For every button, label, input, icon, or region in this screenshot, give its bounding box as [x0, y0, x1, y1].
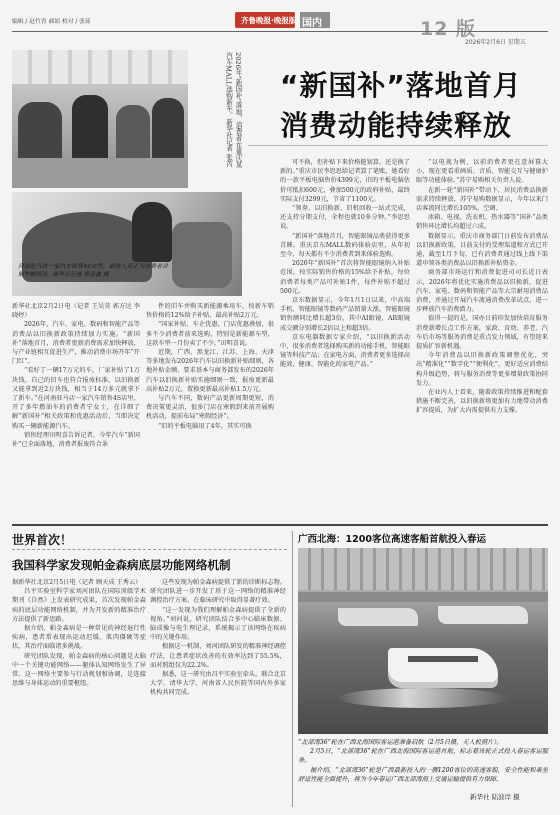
person-shape: [172, 222, 232, 288]
byline: 新华社北京2月2日电（记者 王吴莫 郭方达 李晓婷）: [12, 303, 140, 320]
story1-column-4: [416, 158, 548, 416]
story1-column-2: [146, 302, 274, 431]
headline-line-1: “新国补”落地首月: [280, 69, 522, 102]
paragraph: 可不换，但补贴下来价格挺划算，还是换了新的。”重庆市民李思思给记者算了笔账，她看好的一款平板电脑售价4399元，旧的平板电脑估价可抵扣600元，叠加500元的政府补贴，最终实际支付3299元，节省了1100元。: [280, 159, 410, 203]
ferry-windows: [408, 656, 478, 662]
paragraph: 京东电器数据专家介绍，“以旧换新活动中，很多消费者选择购买新的功能手机、智能眼镜等科技产品；在家电方面，消费者更多选择高能效、健康、智能化的家电产品。”: [280, 333, 410, 369]
paragraph: “这一发现为我们理解帕金森病提供了全新的视角。”刘河说，研究团队结合多中心临床数据、脑成像与电生理记录，系统揭示了该网络在疾病中的关键作用。: [150, 606, 286, 642]
paragraph: 今年消费品以旧换新政策调整优化，突出“精准化”“数字化”“便利化”，更好适应消费结构升级趋势，将与服务消费等更多增量政策协同发力。: [416, 352, 548, 387]
paragraph: 件的旧车并购买新能源乘用车，按新车销售价格的12%给予补贴，最高补贴2万元。: [146, 303, 274, 320]
story2-headline: 我国科学家发现帕金森病底层功能网络机制: [12, 558, 231, 572]
paragraph: “新国补”落地首月，智能眼镜品类获得更多青睐。重庆京东MALL数码体验店里，从年初至今，每天都有不少消费者到来体验选购。: [280, 232, 410, 259]
paragraph: 在业内人士看来，随着政策持续推进和配套措施不断完善，以旧换新将更加有力地带动消费扩容提质，为扩大内需提供有力支撑。: [416, 389, 548, 415]
paragraph: 这些发现为帕金森病提供了新的诊断标志物。研究团队进一步开发了基于这一网络的精准神经调控治疗方案，在临床研究中取得显著疗效。: [150, 579, 286, 605]
caption-line: “北部湾36”轮在广西北海国际客运港准备启航（2月5日摄，无人机照片）。: [298, 739, 503, 746]
ferry-photo: [298, 548, 548, 734]
paragraph: 根据这一机制，刘河团队研发的精准神经调控疗法，让患者症状改善的有效率达到了55.5%，而对照组仅为22.2%。: [150, 643, 286, 669]
paragraph: 2026年“新国补”首次将智能眼镜纳入补贴范围，按实际销售价格的15%给予补贴，每位消费者每类产品可补贴1件，每件补贴不超过500元。: [280, 260, 410, 295]
issue-date: 2026年2月6日 星期五: [465, 39, 526, 46]
masthead-badge: [235, 12, 295, 28]
story3-caption: [298, 738, 548, 784]
story2-column-1: [12, 578, 146, 688]
section-name: 国内: [302, 18, 322, 29]
paragraph: 京东数据显示，今年1月1日以来，中高端手机、智能眼镜等数码产品销量大涨，智能眼镜销售额同比增长超3倍，其中AI眼镜、AR眼镜成交额分别增长2倍以上和超3倍。: [280, 297, 410, 332]
moored-ferry: [438, 606, 528, 624]
paragraph: 值得一提的是，国办日前印发加快培育服务消费新增长点工作方案，家政、育幼、养老、汽车后市场等服务消费是重点发力领域，有望迎来提质扩容新机遇。: [416, 315, 548, 351]
paragraph: 研究团队发现，帕金森病的核心问题是大脑中一个关键功能网络——躯体认知网络发生了异常。这一网络主要参与行动规划和协调，是连接思维与身体运动的重要枢纽。: [12, 652, 146, 688]
page-number: 12 版: [420, 18, 477, 40]
car-hood: [12, 158, 188, 188]
pier: [298, 592, 548, 602]
section-divider: [12, 524, 548, 526]
paragraph: 冰箱、电视、洗衣机、热水器等“国补”品类销售环比增长均超过六成。: [416, 214, 548, 231]
column-divider: [292, 531, 293, 807]
paragraph: “国家补贴、车企优惠、门店优惠叠加，很多不少消费者前来选购，特别是新能源车型，这款车型一月份卖了不少。”田明喜说。: [146, 321, 274, 347]
paragraph: 商务部市场运行和消费促进司司长近日表示，2026年将优化实施消费品以旧换新，促进汽车、家电、数码和智能产品等大宗耐用消费品消费，并通过开展汽车流通消费改革试点，进一步释放汽车消费潜力。: [416, 269, 548, 314]
masthead-title: 齐鲁晚报·晚报版: [241, 16, 297, 25]
moored-ferry: [338, 608, 418, 626]
paragraph: 据介绍，帕金森病是一种常见的神经退行性疾病，患者常表现出运动迟缓、肌肉僵硬等症状，其治疗面临诸多挑战。: [12, 625, 146, 651]
paragraph: “以电视为例，以前消费者更在意屏幕大小，现在更看重画质、音质、智能交互与健康护眼等功能体验。”苏宁易购相关负责人说。: [416, 159, 548, 185]
paragraph: 近期，广西、黑龙江、江苏、上海、天津等多地发布2026年汽车以旧换新补贴细则，各地补贴金额、要求基本与商务部发布的2026年汽车以旧换新补贴实施细则一致，报废更新最高补贴2万元，置换更新最高补贴1.5万元。: [146, 349, 274, 393]
photo-credit: 新华社 陆波岸 摄: [470, 793, 520, 801]
ceiling-lights: [12, 50, 188, 84]
paragraph: “旧的平板电脑用了4年，其实可换: [158, 422, 252, 430]
caption-line: 据介绍，“北部湾36”轮是广西最新投入的一艘1200客位的高速客船，安全性能和乘坐舒适性能全面提升，将为今年春运广西北部湾海上交通运输提供有力保障。: [298, 766, 548, 783]
story1-column-1: [12, 302, 140, 449]
photo1-caption: 河南驻马店一家汽车销售4S店里，销售人员正为消费者讲解车辆情况。新华社记者 杨金鑫 摄: [18, 264, 168, 278]
story2-column-2: [150, 578, 286, 698]
headline-rule: [248, 145, 548, 146]
paragraph: “看好了一辆17万元的车，厂家补贴了1万块钱，自己的旧车也符合报废标准，以旧换新又能拿到近2万块钱，相当于14万多元就拿下了新车。”在河南驻马店一家汽车销售4S店里，开了多年燃油车的消费者宁女士，在详细了解“新国补”相关政策和优惠活动后，当即决定购买一辆新能源汽车。: [12, 367, 140, 430]
ferry-wake: [338, 688, 508, 708]
paragraph: 2026年，汽车、家电、数码和智能产品等消费品以旧换新政策持续加力实施。“新国补”落地首月，消费者更新消费需求加快释放，与产业链相互促进生产，推动消费市场开年“开门红”。: [12, 321, 140, 366]
paragraph: 销售经理田明喜告诉记者，今年汽车“新国补”已全面落地，消费者报废符合条: [12, 431, 140, 449]
person-shape: [18, 102, 62, 162]
story1-column-3: [280, 158, 410, 370]
section-badge: [300, 12, 330, 28]
paragraph: “领券、以旧换新、旧机回收一站式完成，还支持分期支付，全程也就10多分钟。”李思思说。: [280, 205, 410, 231]
car-interior-photo: [12, 192, 242, 296]
paragraph: 数据显示，重庆市商务部门日前发布消费品以旧换新政策，目前支付的受理渠道和方式已开通，截至1月下旬，已有消费者通过线上线下渠道申领各类消费品以旧换新补贴资金。: [416, 232, 548, 268]
section-label: 世界首次！: [12, 533, 73, 547]
sidebar-caption: 2026年“新国补”落地，消费者在重庆某汽车MALL选购新车。新华社记者 张芮: [224, 52, 242, 168]
paragraph: 昌平实验室科学家刘河团队在国际顶级学术期刊《自然》上发表研究成果，首次发现帕金森病的底层功能网络机制，并为开发新的精准治疗方法提供了新思路。: [12, 588, 146, 623]
paragraph: 与汽车不同，数码产品更新周期更短，消费决策更灵活，很多门店在寒假到来前开展购机活动，提前布局“寒假经济”。: [146, 395, 274, 421]
paragraph: 据悉，这一研究由昌平实验室牵头，联合北京大学、清华大学、河南省人民医院等国内外多家机构共同完成。: [150, 671, 286, 697]
caption-line: 2月5日，“北部湾36”轮在广西北海国际客运港首航，标志着该轮正式投入春运客运服务。: [298, 748, 548, 765]
high-speed-ferry: [388, 648, 498, 682]
byline: 据新华社北京2月5日电（记者 顾天成 王秀云）: [12, 579, 142, 586]
header-rule: [12, 31, 548, 32]
label-rule: [12, 549, 287, 550]
story3-headline: 广西北海：1200客位高速客船首航投入春运: [298, 534, 486, 545]
showroom-photo: [12, 50, 188, 188]
headline-line-2: 消费动能持续释放: [280, 109, 513, 142]
person-shape: [132, 202, 172, 262]
port-buildings: [298, 548, 548, 590]
staff-credits: 编辑 / 赵竹青 郝娟 校对 / 张茹: [12, 19, 91, 25]
paragraph: 在新一轮“新国补”带动下，居民消费品换新需求持续释放，苏宁易购数据显示，今年以来门店客流同比增长105%，空调、: [416, 186, 548, 213]
